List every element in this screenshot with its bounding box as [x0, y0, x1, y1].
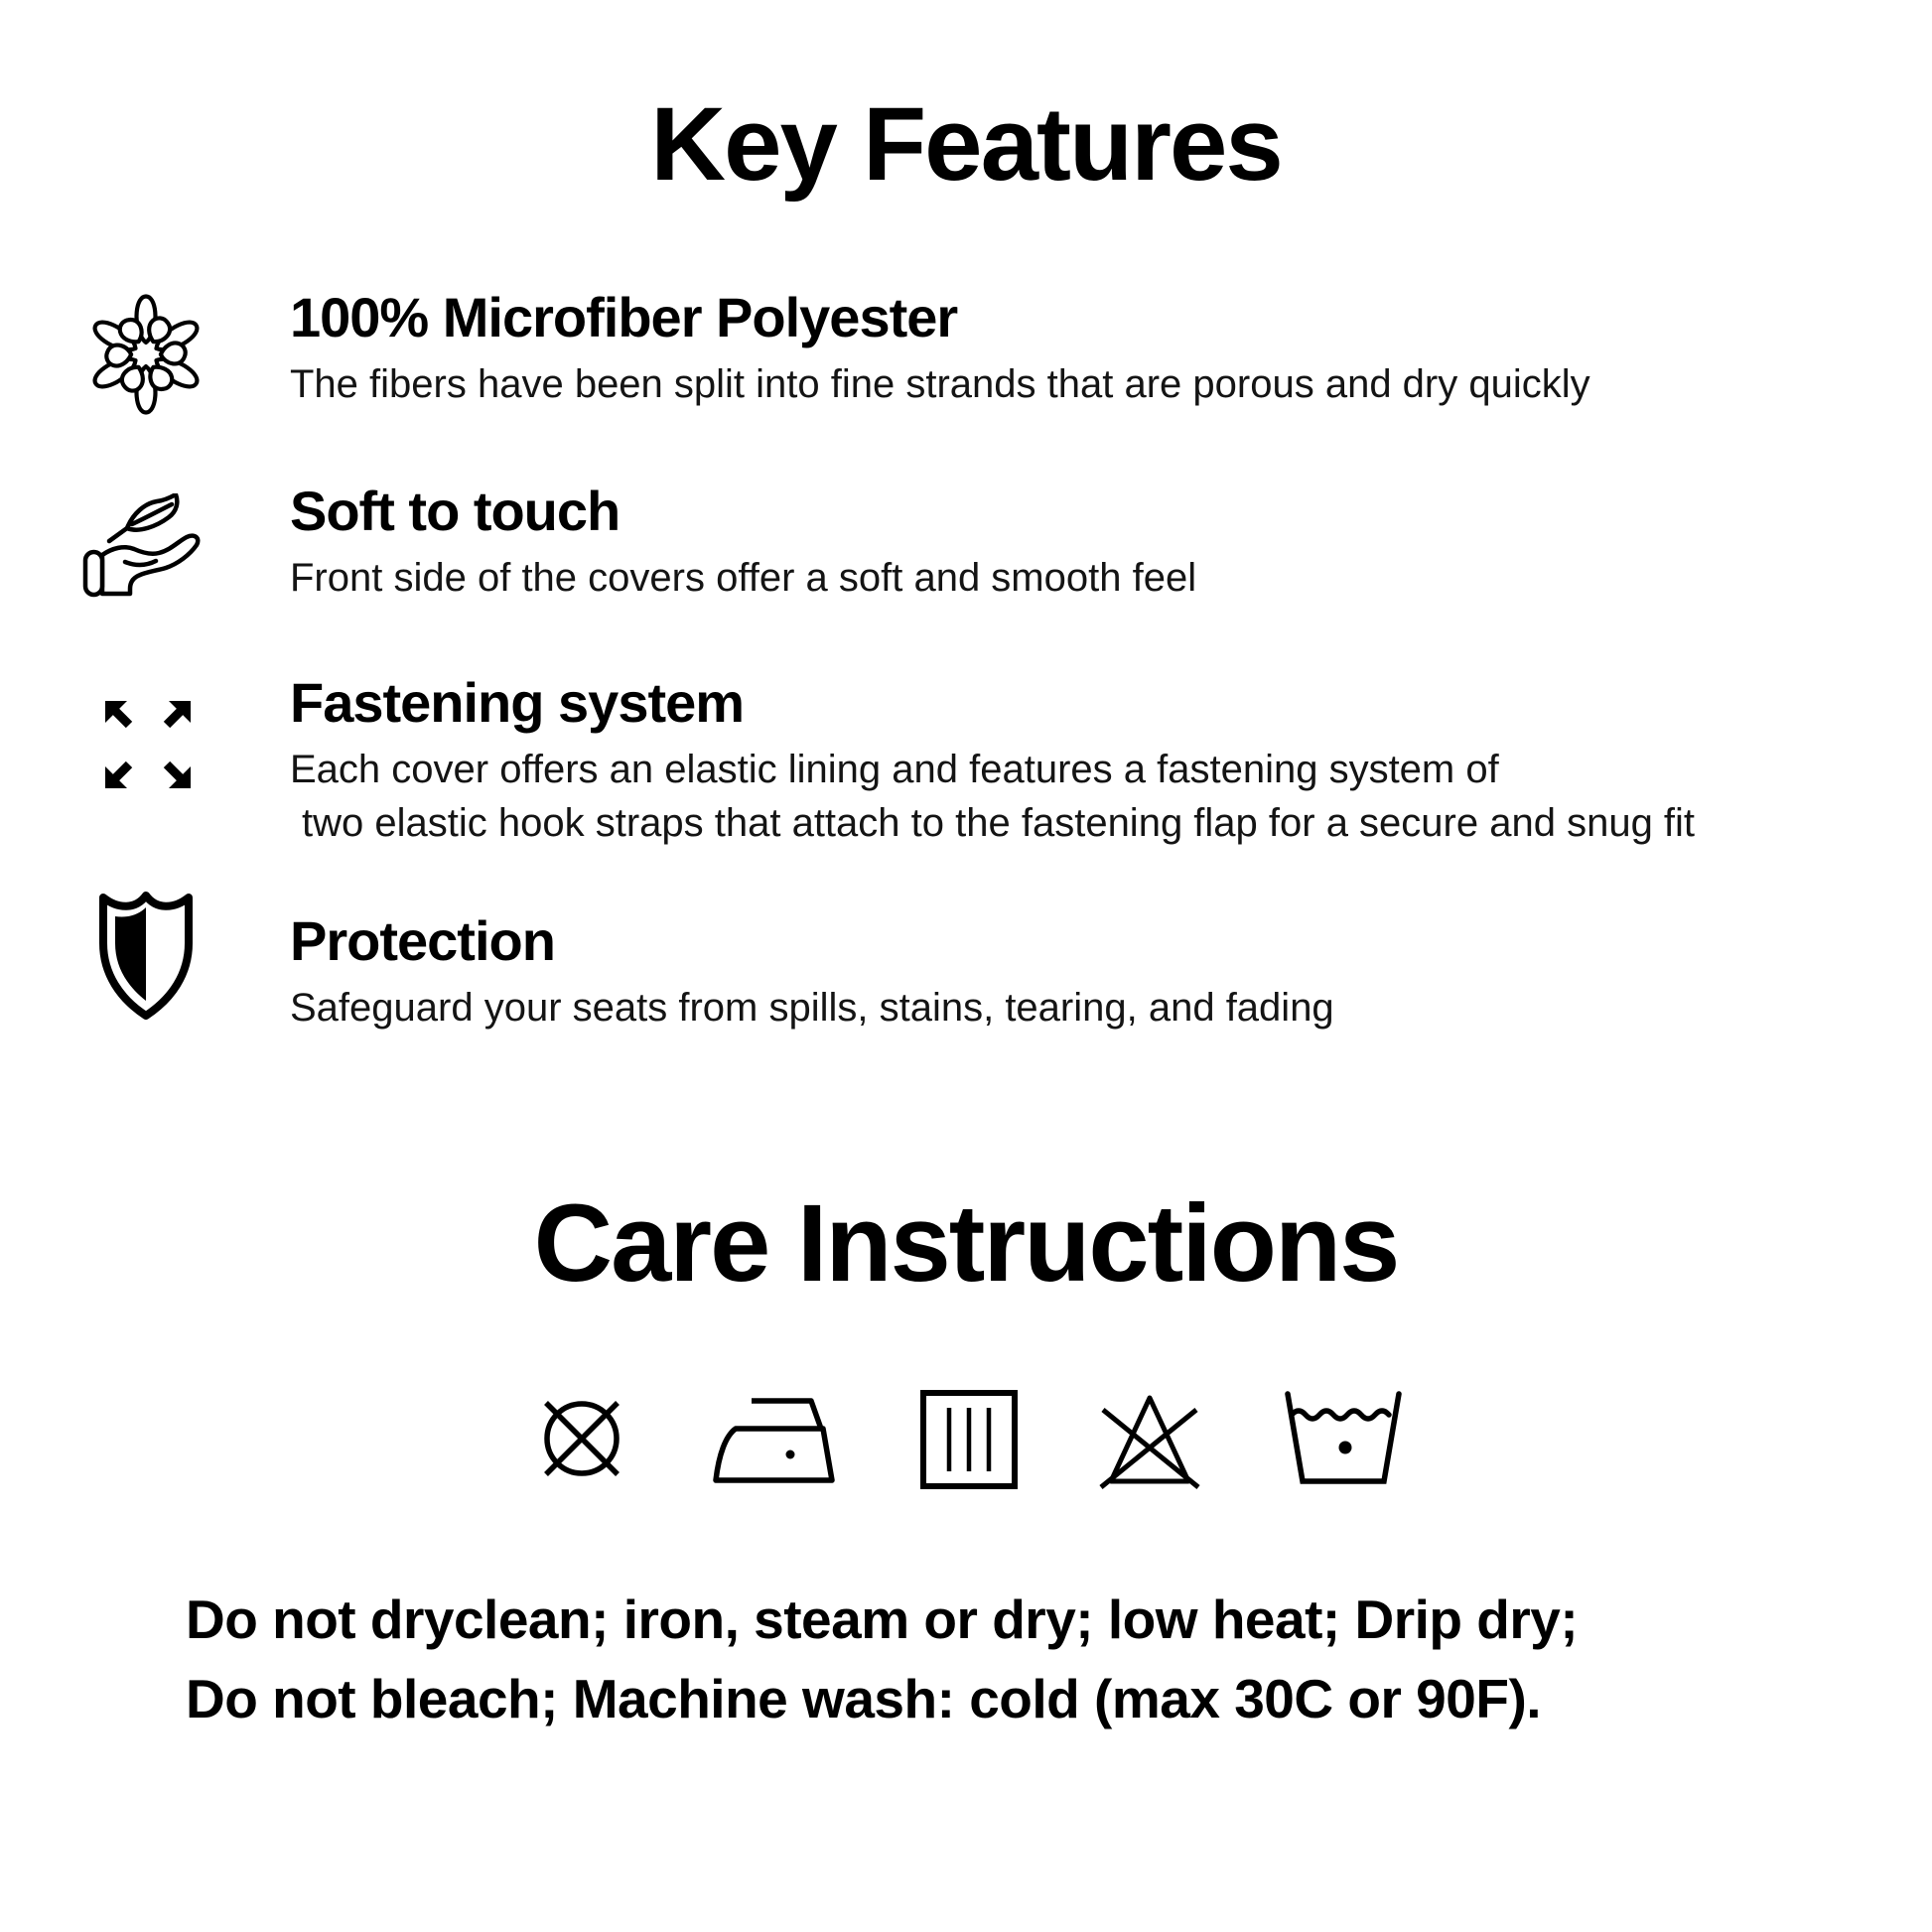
care-icons-row	[0, 1380, 1932, 1499]
feature-text-block	[290, 909, 1334, 1035]
feature-protection	[71, 882, 1334, 1035]
do-not-dryclean-icon	[523, 1382, 640, 1497]
machine-wash-cold-icon	[1278, 1388, 1409, 1491]
hand-holding-leaf-icon	[71, 493, 220, 601]
do-not-bleach-icon	[1087, 1388, 1212, 1491]
feature-text-block	[290, 671, 1695, 850]
shield-icon	[71, 882, 220, 1029]
microfiber-burst-icon	[71, 290, 220, 419]
feature-description: Front side of the covers offer a soft and smooth feel	[290, 556, 1197, 601]
feature-text-block	[290, 480, 1196, 605]
care-text-line2: Do not bleach; Machine wash: cold (max 30C or 90F).	[186, 1667, 1542, 1729]
feature-title: Protection	[290, 909, 555, 972]
expand-arrows-icon	[71, 679, 220, 806]
care-instructions-title: Care Instructions	[533, 1182, 1399, 1305]
feature-description: Safeguard your seats from spills, stains, tearing, and fading	[290, 986, 1334, 1031]
drip-dry-icon	[916, 1386, 1022, 1493]
feature-title: Fastening system	[290, 671, 745, 734]
feature-title: Soft to touch	[290, 480, 621, 542]
care-text-line1: Do not dryclean; iron, steam or dry; low heat; Drip dry;	[186, 1588, 1579, 1650]
feature-text-block	[290, 286, 1590, 411]
feature-description: The fibers have been split into fine strands that are porous and dry quickly	[290, 362, 1590, 407]
feature-microfiber	[71, 286, 1590, 419]
feature-title: 100% Microfiber Polyester	[290, 286, 958, 348]
feature-description-line1: Each cover offers an elastic lining and features a fastening system of	[290, 748, 1499, 792]
care-instructions-text	[186, 1581, 1578, 1739]
iron-low-heat-icon	[706, 1385, 851, 1494]
feature-description-line2: two elastic hook straps that attach to the fastening flap for a secure and snug fit	[302, 801, 1696, 846]
key-features-title: Key Features	[650, 86, 1282, 203]
feature-soft-touch	[71, 480, 1196, 605]
feature-fastening	[71, 671, 1695, 850]
feature-description	[290, 743, 1695, 850]
